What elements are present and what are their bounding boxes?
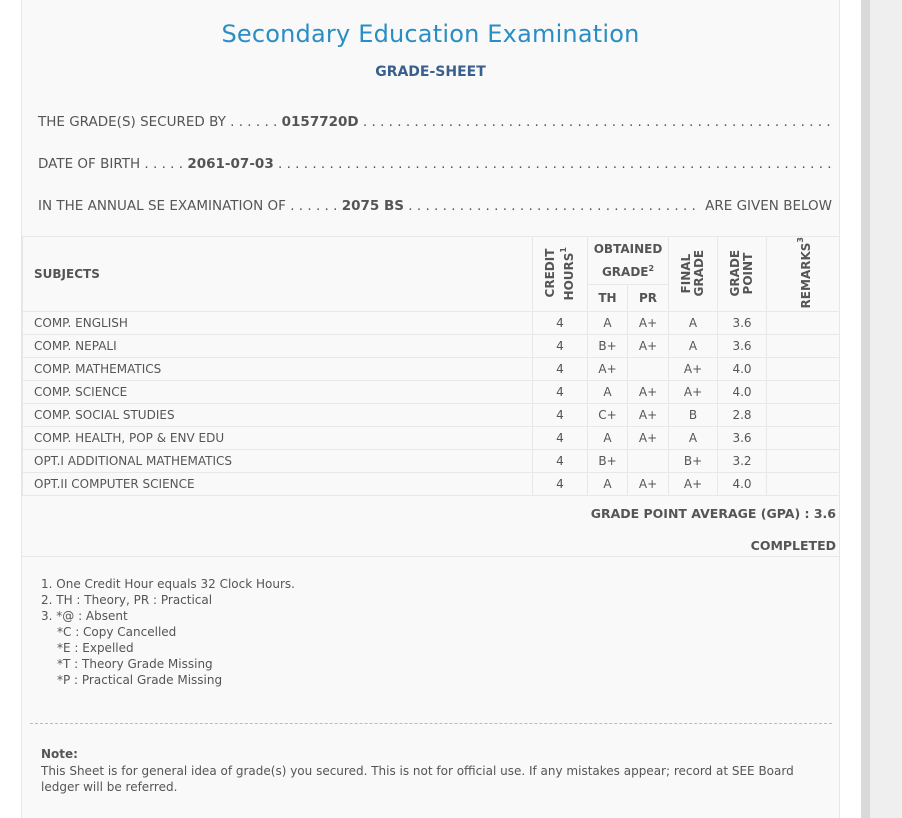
sheet-subtitle: GRADE-SHEET bbox=[375, 64, 486, 80]
exam-title: Secondary Education Examination bbox=[221, 20, 640, 48]
table-row bbox=[23, 427, 840, 450]
credit-cell: 4 bbox=[533, 450, 588, 473]
final-grade-cell: A+ bbox=[669, 358, 718, 381]
subject-cell: COMP. SCIENCE bbox=[23, 381, 533, 404]
th-grade-cell: B+ bbox=[588, 450, 628, 473]
footnote-3e: *E : Expelled bbox=[57, 641, 134, 655]
grade-point-cell: 3.6 bbox=[718, 312, 767, 335]
final-grade-cell: A bbox=[669, 427, 718, 450]
remarks-cell bbox=[767, 427, 840, 450]
remarks-cell bbox=[767, 450, 840, 473]
dob-label: DATE OF BIRTH bbox=[38, 156, 141, 172]
th-grade-cell: A bbox=[588, 381, 628, 404]
th-grade-cell: C+ bbox=[588, 404, 628, 427]
grade-point-cell: 3.6 bbox=[718, 335, 767, 358]
th-grade-cell: A+ bbox=[588, 358, 628, 381]
pr-grade-cell: A+ bbox=[628, 427, 669, 450]
header-subjects: SUBJECTS bbox=[23, 237, 533, 312]
gpa-summary: GRADE POINT AVERAGE (GPA) : 3.6 bbox=[590, 506, 836, 521]
grade-sheet bbox=[21, 0, 840, 818]
final-grade-cell: B+ bbox=[669, 450, 718, 473]
grade-point-cell: 4.0 bbox=[718, 473, 767, 496]
th-grade-cell: A bbox=[588, 427, 628, 450]
exam-label: IN THE ANNUAL SE EXAMINATION OF bbox=[38, 198, 286, 214]
grade-point-cell: 4.0 bbox=[718, 381, 767, 404]
secured-by-label: THE GRADE(S) SECURED BY bbox=[38, 114, 226, 130]
footnote-3t: *T : Theory Grade Missing bbox=[57, 657, 213, 671]
scrollbar-track[interactable] bbox=[861, 0, 870, 818]
subject-cell: OPT.I ADDITIONAL MATHEMATICS bbox=[23, 450, 533, 473]
remarks-cell bbox=[767, 312, 840, 335]
note-heading: Note: bbox=[41, 747, 78, 761]
table-header-row bbox=[23, 237, 840, 285]
remarks-cell bbox=[767, 381, 840, 404]
footnote-3p: *P : Practical Grade Missing bbox=[57, 673, 223, 687]
credit-cell: 4 bbox=[533, 427, 588, 450]
final-grade-cell: A bbox=[669, 335, 718, 358]
final-grade-cell: B bbox=[669, 404, 718, 427]
credit-cell: 4 bbox=[533, 473, 588, 496]
credit-cell: 4 bbox=[533, 358, 588, 381]
remarks-cell bbox=[767, 404, 840, 427]
subject-cell: COMP. MATHEMATICS bbox=[23, 358, 533, 381]
remarks-cell bbox=[767, 335, 840, 358]
note-text: This Sheet is for general idea of grade(s) you secured. This is not for official use. If any mistakes appear; record at SEE Board ledger will be referred. bbox=[41, 764, 794, 794]
table-row bbox=[23, 450, 840, 473]
final-grade-cell: A+ bbox=[669, 473, 718, 496]
grades-table bbox=[22, 236, 840, 496]
header-remarks: REMARKS$^3$ bbox=[767, 237, 840, 312]
th-grade-cell: A bbox=[588, 312, 628, 335]
result-status: COMPLETED bbox=[750, 538, 836, 553]
pr-grade-cell: A+ bbox=[628, 381, 669, 404]
th-grade-cell: A bbox=[588, 473, 628, 496]
header-grade-point: GRADE POINT bbox=[718, 237, 767, 312]
pr-grade-cell bbox=[628, 358, 669, 381]
dob-line: DATE OF BIRTH . . . . . 2061-07-03 . . . bbox=[38, 156, 832, 176]
subject-cell: COMP. NEPALI bbox=[23, 335, 533, 358]
remarks-cell bbox=[767, 473, 840, 496]
footnote-3: 3. *@ : Absent bbox=[41, 609, 128, 623]
secured-by-line: THE GRADE(S) SECURED BY . . . . . . 0157720D . . . bbox=[38, 114, 832, 134]
credit-cell: 4 bbox=[533, 381, 588, 404]
pr-grade-cell bbox=[628, 450, 669, 473]
pr-grade-cell: A+ bbox=[628, 335, 669, 358]
credit-cell: 4 bbox=[533, 312, 588, 335]
table-row bbox=[23, 473, 840, 496]
final-grade-cell: A+ bbox=[669, 381, 718, 404]
table-row bbox=[23, 335, 840, 358]
remarks-cell bbox=[767, 358, 840, 381]
date-of-birth: 2061-07-03 bbox=[187, 156, 274, 172]
pr-grade-cell: A+ bbox=[628, 404, 669, 427]
table-row bbox=[23, 312, 840, 335]
grade-point-cell: 3.2 bbox=[718, 450, 767, 473]
header-pr: PR bbox=[628, 285, 669, 312]
subject-cell: COMP. SOCIAL STUDIES bbox=[23, 404, 533, 427]
header-obtained-grade: OBTAINED GRADE$^2$ bbox=[588, 237, 669, 285]
symbol-number: 0157720D bbox=[281, 114, 359, 130]
exam-year: 2075 BS bbox=[341, 198, 404, 214]
grade-point-cell: 2.8 bbox=[718, 404, 767, 427]
subject-cell: COMP. ENGLISH bbox=[23, 312, 533, 335]
footnotes bbox=[41, 576, 295, 688]
subject-cell: COMP. HEALTH, POP & ENV EDU bbox=[23, 427, 533, 450]
header-final-grade: FINAL GRADE bbox=[669, 237, 718, 312]
exam-line: IN THE ANNUAL SE EXAMINATION OF . . . . . . 2075 BS . . . ARE GIVEN BELOW bbox=[38, 198, 832, 218]
subject-cell: OPT.II COMPUTER SCIENCE bbox=[23, 473, 533, 496]
footnote-3c: *C : Copy Cancelled bbox=[57, 625, 177, 639]
header-th: TH bbox=[588, 285, 628, 312]
exam-suffix: ARE GIVEN BELOW bbox=[705, 198, 832, 214]
grade-point-cell: 4.0 bbox=[718, 358, 767, 381]
th-grade-cell: B+ bbox=[588, 335, 628, 358]
grade-point-cell: 3.6 bbox=[718, 427, 767, 450]
side-gutter bbox=[870, 0, 902, 818]
table-row bbox=[23, 381, 840, 404]
table-row bbox=[23, 404, 840, 427]
credit-cell: 4 bbox=[533, 335, 588, 358]
final-grade-cell: A bbox=[669, 312, 718, 335]
table-row bbox=[23, 358, 840, 381]
footnote-1: 1. One Credit Hour equals 32 Clock Hours. bbox=[41, 577, 295, 591]
divider bbox=[22, 556, 839, 557]
pr-grade-cell: A+ bbox=[628, 312, 669, 335]
credit-cell: 4 bbox=[533, 404, 588, 427]
dashed-divider bbox=[30, 723, 832, 724]
pr-grade-cell: A+ bbox=[628, 473, 669, 496]
footnote-2: 2. TH : Theory, PR : Practical bbox=[41, 593, 213, 607]
header-credit-hours: CREDIT HOURS$^1$ bbox=[533, 237, 588, 312]
